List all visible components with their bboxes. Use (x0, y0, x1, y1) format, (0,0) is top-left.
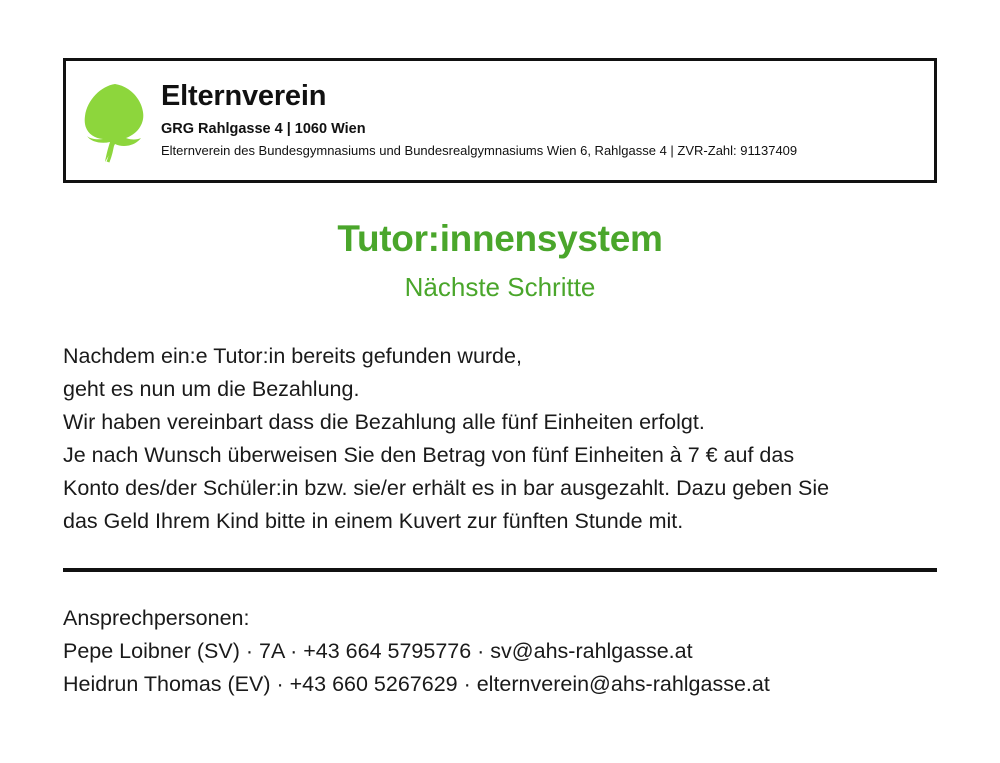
contact-line: Heidrun Thomas (EV) · +43 660 5267629 · elternverein@ahs-rahlgasse.at (63, 672, 770, 696)
contacts-section (63, 602, 943, 701)
org-address: GRG Rahlgasse 4 | 1060 Wien (161, 121, 366, 138)
org-name: Elternverein (161, 80, 327, 113)
contact-line: Pepe Loibner (SV) · 7A · +43 664 5795776 · sv@ahs-rahlgasse.at (63, 639, 693, 663)
body-line: Nachdem ein:e Tutor:in bereits gefunden wurde, (63, 344, 522, 368)
page-subtitle: Nächste Schritte (404, 272, 596, 302)
letterhead-box (63, 58, 937, 183)
org-info (161, 81, 934, 159)
logo-container (66, 61, 161, 180)
body-line: das Geld Ihrem Kind bitte in einem Kuvert zur fünften Stunde mit. (63, 509, 684, 533)
contacts-heading: Ansprechpersonen: (63, 606, 250, 630)
body-text (63, 340, 943, 538)
ginkgo-leaf-logo-icon (79, 78, 149, 164)
horizontal-rule (63, 568, 937, 572)
page-title: Tutor:innensystem (337, 218, 663, 259)
body-line: Wir haben vereinbart dass die Bezahlung alle fünf Einheiten erfolgt. (63, 410, 705, 434)
body-line: Konto des/der Schüler:in bzw. sie/er erhält es in bar ausgezahlt. Dazu geben Sie (63, 476, 830, 500)
body-line: Je nach Wunsch überweisen Sie den Betrag von fünf Einheiten à 7 € auf das (63, 443, 795, 467)
org-legal-line: Elternverein des Bundesgymnasiums und Bundesrealgymnasiums Wien 6, Rahlgasse 4 | ZVR-Zahl: 91137409 (161, 143, 798, 159)
body-line: geht es nun um die Bezahlung. (63, 377, 360, 401)
